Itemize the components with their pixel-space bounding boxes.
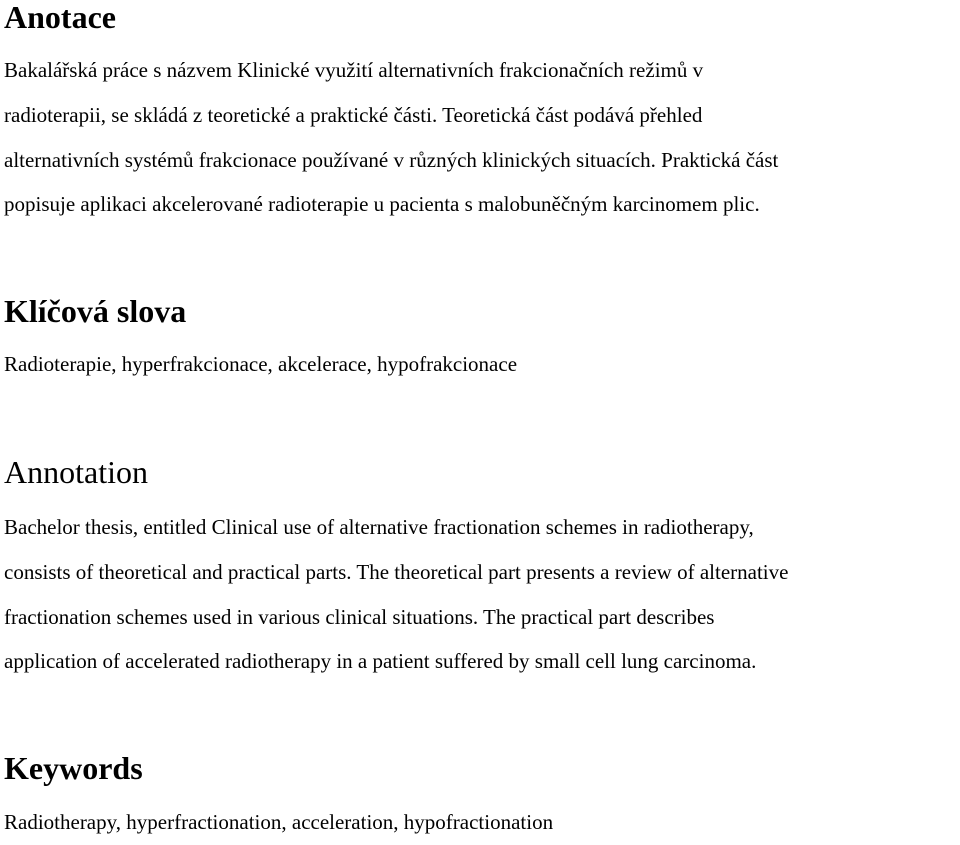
heading-klicova-slova: Klíčová slova: [4, 293, 187, 329]
paragraph-line: consists of theoretical and practical parts. The theoretical part presents a review of alternative: [4, 559, 789, 584]
paragraph-line: Bakalářská práce s názvem Klinické využití alternativních frakcionačních režimů v: [4, 58, 704, 82]
paragraph-line: Radioterapie, hyperfrakcionace, akcelerace, hypofrakcionace: [4, 352, 518, 376]
paragraph-line: popisuje aplikaci akcelerované radioterapie u pacienta s malobuněčným karcinomem plic.: [4, 192, 760, 217]
paragraph-line: Bachelor thesis, entitled Clinical use of alternative fractionation schemes in radiotherapy,: [4, 515, 754, 539]
heading-anotace: Anotace: [4, 0, 116, 35]
paragraph-line: application of accelerated radiotherapy in a patient suffered by small cell lung carcinoma.: [4, 649, 757, 674]
keywords-cz-text: [4, 342, 517, 387]
paragraph-line: Radiotherapy, hyperfractionation, acceleration, hypofractionation: [4, 810, 554, 834]
paragraph-line: fractionation schemes used in various clinical situations. The practical part describes: [4, 604, 715, 629]
paragraph-anotace: [4, 48, 778, 227]
heading-annotation: Annotation: [4, 454, 148, 490]
paragraph-line: alternativních systémů frakcionace používané v různých klinických situacích. Praktická část: [4, 147, 779, 172]
paragraph-line: radioterapii, se skládá z teoretické a praktické části. Teoretická část podává přehled: [4, 102, 703, 127]
paragraph-annotation: [4, 505, 788, 684]
heading-keywords: Keywords: [4, 750, 143, 786]
keywords-en-text: [4, 800, 553, 845]
